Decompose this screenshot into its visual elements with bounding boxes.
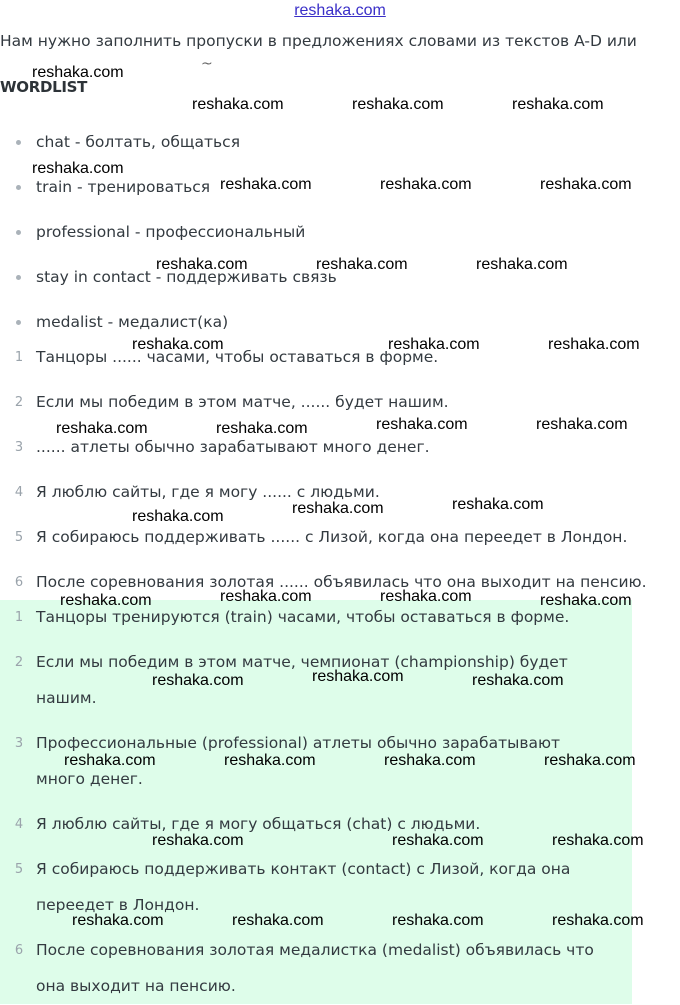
watermark: reshaka.com (452, 496, 544, 513)
answer-text: После соревнования золотая медалистка (medalist) объявилась что (36, 941, 594, 959)
wordlist-item-text: train - тренироваться (36, 178, 211, 196)
watermark: reshaka.com (352, 96, 444, 113)
watermark: reshaka.com (476, 256, 568, 273)
exercise-text: Танцоры ...... часами, чтобы оставаться в форме. (36, 348, 439, 366)
watermark: reshaka.com (380, 588, 472, 605)
answer-number: 4 (14, 817, 24, 832)
bullet-icon (16, 320, 21, 325)
answer-number: 6 (14, 943, 24, 958)
exercise-number: 6 (14, 575, 24, 590)
watermark: reshaka.com (64, 752, 156, 769)
watermark: reshaka.com (292, 500, 384, 517)
watermark: reshaka.com (376, 416, 468, 433)
bullet-icon (16, 185, 21, 190)
bullet-icon (16, 275, 21, 280)
exercise-text: Я люблю сайты, где я могу ...... с людьми. (36, 483, 380, 501)
exercise-text: Я собираюсь поддерживать ...... с Лизой, когда она переедет в Лондон. (36, 528, 628, 546)
exercise-text: После соревнования золотая ...... объявилась что она выходит на пенсию. (36, 573, 647, 591)
watermark: reshaka.com (544, 752, 636, 769)
watermark: reshaka.com (536, 416, 628, 433)
answer-text: Профессиональные (professional) атлеты обычно зарабатывают (36, 734, 561, 752)
wordlist-item-text: stay in contact - поддерживать связь (36, 268, 337, 286)
exercise-text: ...... атлеты обычно зарабатывают много денег. (36, 438, 430, 456)
exercise-number: 1 (14, 350, 24, 365)
watermark: reshaka.com (216, 420, 308, 437)
watermark: reshaka.com (552, 832, 644, 849)
answer-text: Я люблю сайты, где я могу общаться (chat) с людьми. (36, 815, 481, 833)
exercise-number: 2 (14, 395, 24, 410)
tilde-mark: ~ (201, 56, 213, 72)
watermark: reshaka.com (232, 912, 324, 929)
watermark: reshaka.com (192, 96, 284, 113)
watermark: reshaka.com (152, 672, 244, 689)
exercise-number: 4 (14, 485, 24, 500)
watermark: reshaka.com (220, 588, 312, 605)
watermark: reshaka.com (224, 752, 316, 769)
watermark: reshaka.com (316, 256, 408, 273)
watermark: reshaka.com (388, 336, 480, 353)
watermark: reshaka.com (220, 176, 312, 193)
watermark: reshaka.com (512, 96, 604, 113)
intro-text: Нам нужно заполнить пропуски в предложениях словами из текстов A-D или (0, 32, 637, 50)
watermark: reshaka.com (72, 912, 164, 929)
watermark: reshaka.com (392, 832, 484, 849)
exercise-number: 3 (14, 440, 24, 455)
watermark: reshaka.com (132, 336, 224, 353)
watermark: reshaka.com (132, 508, 224, 525)
watermark: reshaka.com (60, 592, 152, 609)
answer-text: она выходит на пенсию. (36, 977, 236, 995)
watermark: reshaka.com (540, 176, 632, 193)
watermark: reshaka.com (540, 592, 632, 609)
watermark: reshaka.com (312, 668, 404, 685)
answer-number: 1 (14, 610, 24, 625)
answer-text: переедет в Лондон. (36, 896, 200, 914)
answer-text: Если мы победим в этом матче, чемпионат (championship) будет (36, 653, 568, 671)
wordlist-item-text: medalist - медалист(ка) (36, 313, 229, 331)
watermark: reshaka.com (548, 336, 640, 353)
wordlist-heading: WORDLIST (0, 78, 88, 96)
answer-number: 2 (14, 655, 24, 670)
watermark: reshaka.com (380, 176, 472, 193)
watermark: reshaka.com (472, 672, 564, 689)
answer-text: много денег. (36, 770, 143, 788)
answer-text: Танцоры тренируются (train) часами, чтобы оставаться в форме. (36, 608, 570, 626)
watermark: reshaka.com (392, 912, 484, 929)
watermark: reshaka.com (152, 832, 244, 849)
answer-text: нашим. (36, 689, 97, 707)
watermark: reshaka.com (384, 752, 476, 769)
watermark: reshaka.com (56, 420, 148, 437)
watermark: reshaka.com (156, 256, 248, 273)
watermark: reshaka.com (552, 912, 644, 929)
answer-text: Я собираюсь поддерживать контакт (contact) с Лизой, когда она (36, 860, 571, 878)
watermark: reshaka.com (32, 64, 124, 81)
site-link[interactable]: reshaka.com (294, 2, 386, 19)
wordlist-item-text: chat - болтать, общаться (36, 133, 241, 151)
watermark: reshaka.com (32, 160, 124, 177)
answer-number: 3 (14, 736, 24, 751)
bullet-icon (16, 230, 21, 235)
exercise-text: Если мы победим в этом матче, ...... будет нашим. (36, 393, 449, 411)
bullet-icon (16, 140, 21, 145)
answer-number: 5 (14, 862, 24, 877)
exercise-number: 5 (14, 530, 24, 545)
wordlist-item-text: professional - профессиональный (36, 223, 306, 241)
